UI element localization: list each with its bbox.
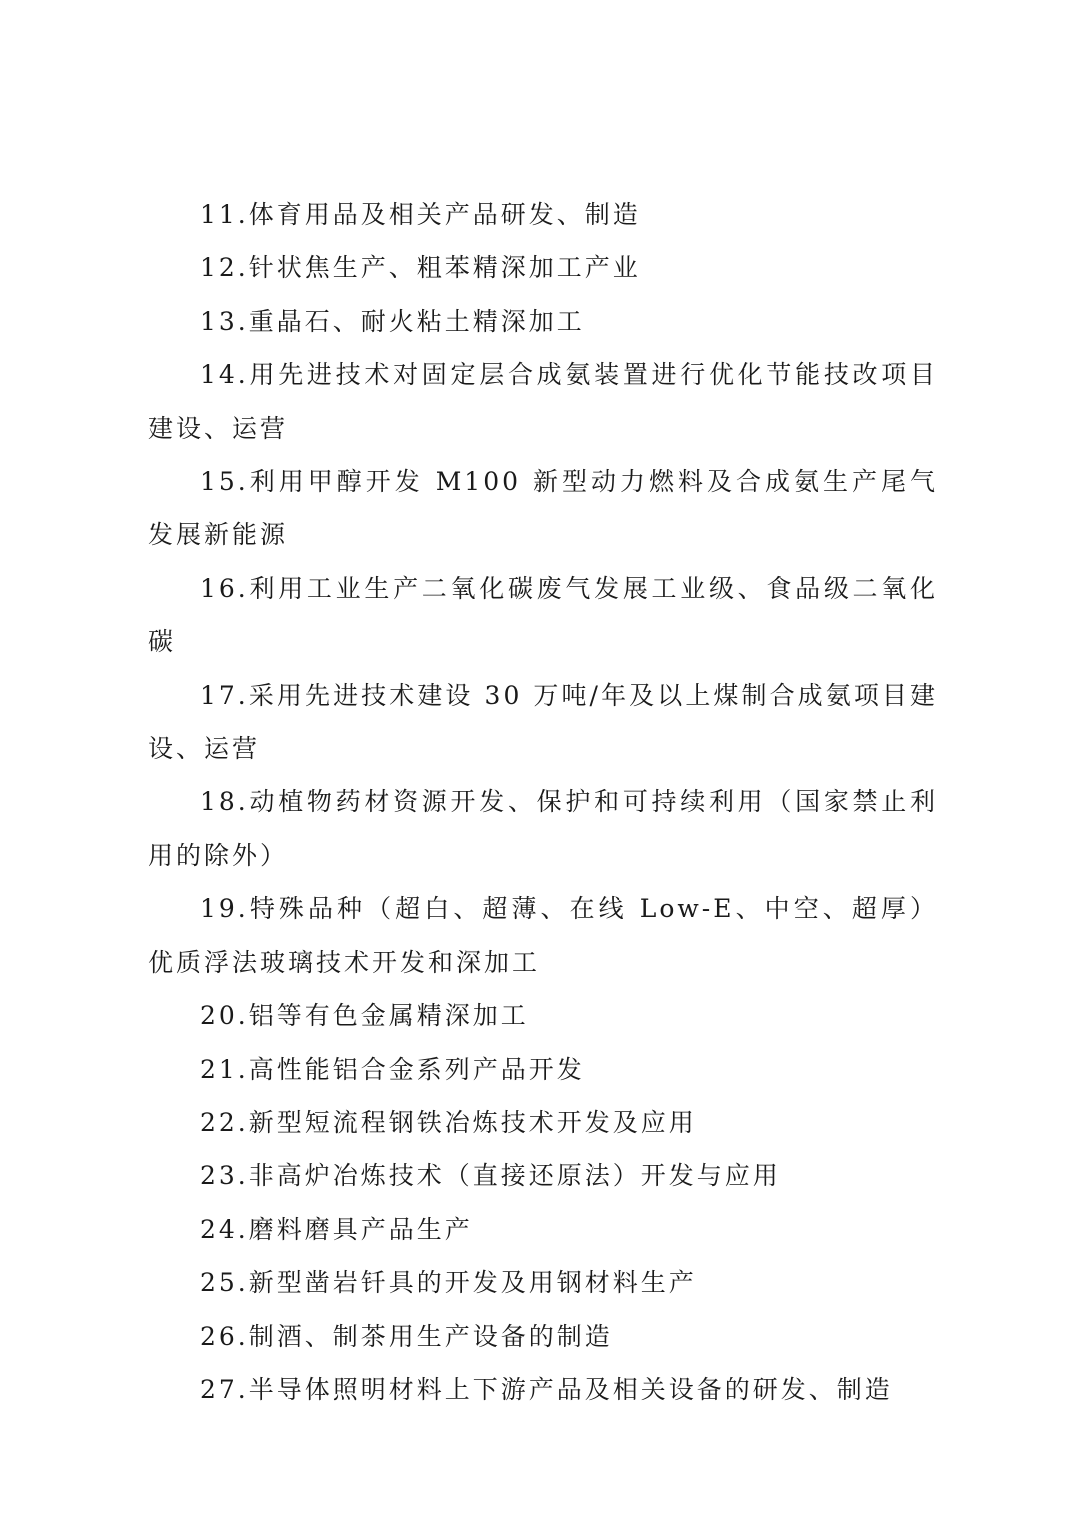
item-text: 16.利用工业生产二氧化碳废气发展工业级、食品级二氧化碳 xyxy=(148,573,938,657)
list-item xyxy=(148,241,938,294)
item-text: 17.采用先进技术建设 30 万吨/年及以上煤制合成氨项目建设、 xyxy=(148,680,938,764)
list-item xyxy=(148,348,938,455)
item-text-continued: 的除外） xyxy=(176,840,289,870)
item-text: 23.非高炉冶炼技术（直接还原法）开发与应用 xyxy=(200,1161,781,1191)
document-body xyxy=(148,188,938,1416)
item-text: 15.利用甲醇开发 M100 新型动力燃料及合成氨生产尾气发展新 xyxy=(148,467,938,550)
list-item xyxy=(148,1310,938,1363)
list-item xyxy=(148,188,938,241)
list-item xyxy=(148,1096,938,1149)
item-text-continued: 法玻璃技术开发和深加工 xyxy=(232,947,541,977)
list-item xyxy=(148,455,938,562)
list-item xyxy=(148,669,938,776)
list-item xyxy=(148,1149,938,1202)
item-text: 27.半导体照明材料上下游产品及相关设备的研发、制造 xyxy=(200,1374,893,1404)
item-text: 26.制酒、制茶用生产设备的制造 xyxy=(200,1321,613,1351)
list-item xyxy=(148,1256,938,1309)
list-item xyxy=(148,1363,938,1416)
item-text-continued: 设、运营 xyxy=(176,413,289,443)
list-item xyxy=(148,989,938,1042)
item-text: 24.磨料磨具产品生产 xyxy=(200,1214,473,1244)
item-text: 18.动植物药材资源开发、保护和可持续利用（国家禁止利用 xyxy=(148,787,938,870)
item-text-continued: 能源 xyxy=(232,520,289,550)
item-text-continued: 运营 xyxy=(204,734,261,764)
item-text: 25.新型凿岩钎具的开发及用钢材料生产 xyxy=(200,1268,697,1298)
item-text: 11.体育用品及相关产品研发、制造 xyxy=(200,200,641,229)
item-text: 13.重晶石、耐火粘土精深加工 xyxy=(200,306,585,336)
item-text: 14.用先进技术对固定层合成氨装置进行优化节能技改项目建 xyxy=(148,360,938,443)
list-item xyxy=(148,775,938,882)
item-text: 12.针状焦生产、粗苯精深加工产业 xyxy=(200,253,641,283)
item-text: 21.高性能铝合金系列产品开发 xyxy=(200,1054,585,1084)
list-item xyxy=(148,1043,938,1096)
item-text: 22.新型短流程钢铁冶炼技术开发及应用 xyxy=(200,1107,697,1137)
item-text: 19.特殊品种（超白、超薄、在线 Low-E、中空、超厚）优质浮 xyxy=(148,894,938,977)
list-item xyxy=(148,562,938,669)
item-text: 20.铝等有色金属精深加工 xyxy=(200,1001,529,1031)
list-item xyxy=(148,882,938,989)
list-item xyxy=(148,1203,938,1256)
list-item xyxy=(148,295,938,348)
